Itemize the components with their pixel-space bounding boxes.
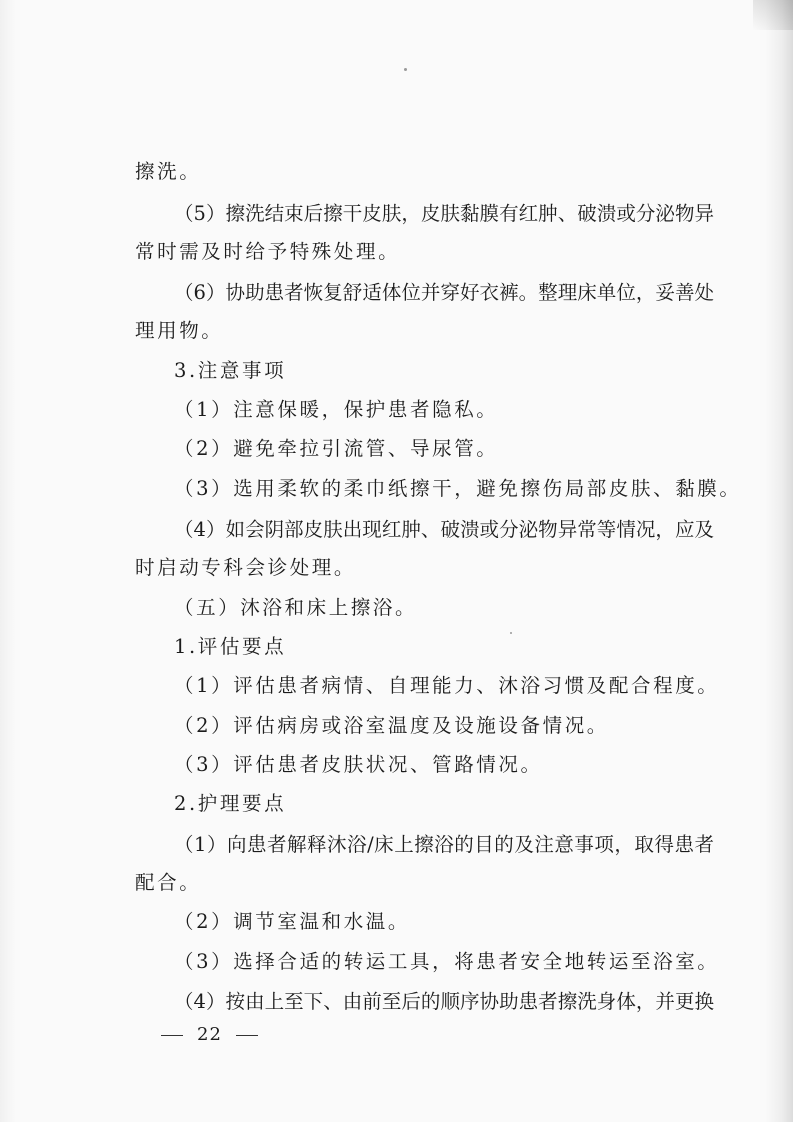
section-heading: （五）沐浴和床上擦浴。 bbox=[174, 596, 418, 619]
page-number-dash-left bbox=[161, 1035, 183, 1036]
text-line: （3）选用柔软的柔巾纸擦干，避免擦伤局部皮肤、黏膜。 bbox=[174, 477, 742, 500]
text-line: （2）评估病房或浴室温度及设施设备情况。 bbox=[174, 714, 609, 737]
scan-speck bbox=[510, 632, 512, 634]
text-line: （3）评估患者皮肤状况、管路情况。 bbox=[174, 753, 543, 776]
page-number-dash-right bbox=[236, 1035, 258, 1036]
section-heading: 1.评估要点 bbox=[174, 635, 287, 658]
page-edge-right bbox=[765, 0, 793, 1122]
page-number bbox=[147, 1024, 272, 1045]
page-corner-shadow bbox=[753, 0, 793, 30]
text-line: （2）调节室温和水温。 bbox=[174, 910, 411, 933]
text-line: （1）评估患者病情、自理能力、沐浴习惯及配合程度。 bbox=[174, 674, 720, 697]
text-line: 理用物。 bbox=[135, 319, 224, 342]
text-line: （1）注意保暖，保护患者隐私。 bbox=[174, 398, 499, 421]
text-line: （4）按由上至下、由前至后的顺序协助患者擦洗身体，并更换 bbox=[174, 990, 714, 1013]
text-line: 时启动专科会诊处理。 bbox=[135, 556, 357, 579]
text-line: （3）选择合适的转运工具，将患者安全地转运至浴室。 bbox=[174, 950, 720, 973]
text-line: （4）如会阴部皮肤出现红肿、破溃或分泌物异常等情况，应及 bbox=[174, 518, 714, 541]
text-line: 配合。 bbox=[135, 871, 202, 894]
text-line: 常时需及时给予特殊处理。 bbox=[135, 240, 401, 263]
text-line: 擦洗。 bbox=[135, 160, 202, 183]
text-line: （6）协助患者恢复舒适体位并穿好衣裤。整理床单位，妥善处 bbox=[174, 281, 714, 304]
page-edge-left bbox=[0, 0, 16, 1122]
page-number-value: 22 bbox=[197, 1024, 222, 1045]
text-line: （2）避免牵拉引流管、导尿管。 bbox=[174, 437, 499, 460]
section-heading: 2.护理要点 bbox=[174, 792, 287, 815]
text-line: （5）擦洗结束后擦干皮肤，皮肤黏膜有红肿、破溃或分泌物异 bbox=[174, 202, 714, 225]
section-heading: 3.注意事项 bbox=[174, 359, 287, 382]
text-line: （1）向患者解释沐浴/床上擦浴的目的及注意事项，取得患者 bbox=[174, 833, 714, 856]
scan-speck bbox=[404, 68, 407, 71]
